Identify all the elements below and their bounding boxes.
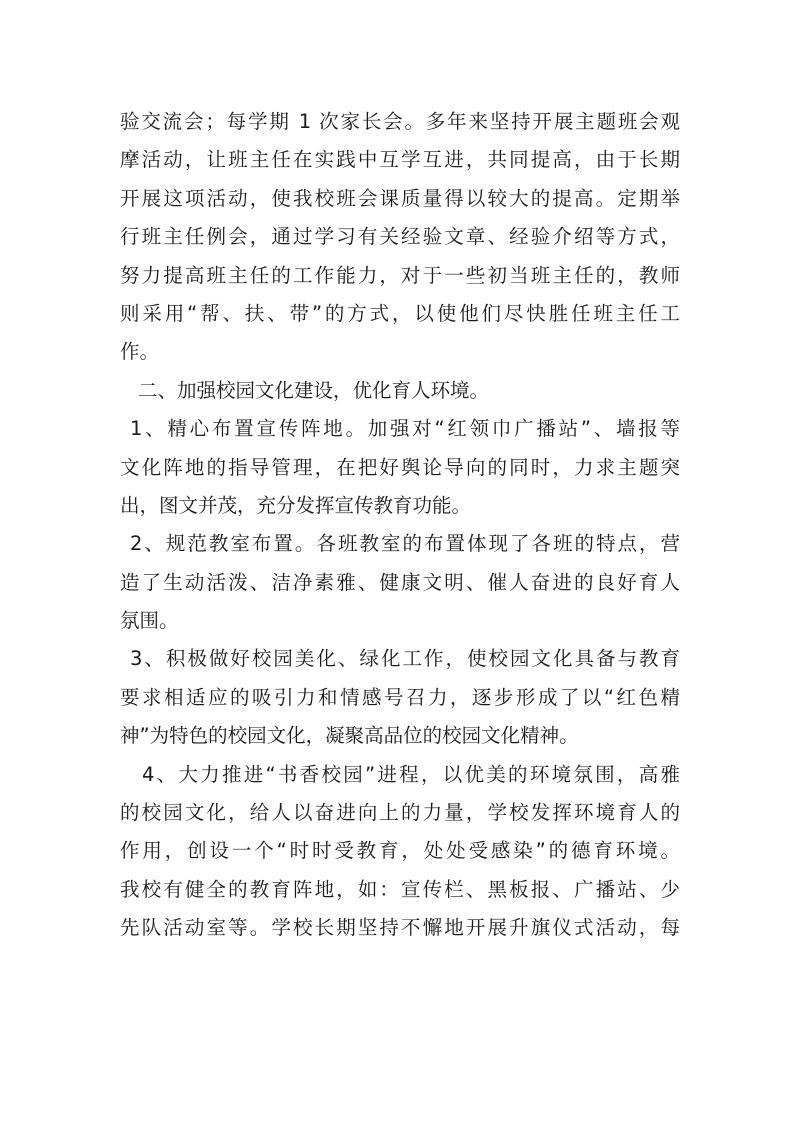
text-line: 作。 [120, 340, 160, 364]
text-line: 的校园文化，给人以奋进向上的力量，学校发挥环境育人的 [120, 801, 680, 825]
text-line: 要求相适应的吸引力和情感号召力，逐步形成了以“红色精 [120, 685, 680, 709]
text-line: 出，图文并茂，充分发挥宣传教育功能。 [120, 493, 472, 517]
text-line: 造了生动活泼、洁净素雅、健康文明、催人奋进的良好育人 [120, 570, 680, 594]
text-line: 1、精心布置宣传阵地。加强对“红领巾广播站”、墙报等 [130, 417, 680, 441]
text-line: 神”为特色的校园文化，凝聚高品位的校园文化精神。 [120, 724, 579, 748]
body-text [120, 103, 680, 948]
text-line: 我校有健全的教育阵地，如：宣传栏、黑板报、广播站、少 [120, 877, 680, 901]
text-line: 4、大力推进“书香校园”进程，以优美的环境氛围，高雅 [142, 762, 680, 786]
text-line: 行班主任例会，通过学习有关经验文章、经验介绍等方式， [120, 225, 680, 249]
section-heading: 二、加强校园文化建设，优化育人环境。 [138, 378, 490, 402]
text-line: 文化阵地的指导管理，在把好舆论导向的同时，力求主题突 [120, 455, 680, 479]
text-line: 摩活动，让班主任在实践中互学互进，共同提高，由于长期 [120, 148, 680, 172]
text-line: 则采用“帮、扶、带”的方式，以使他们尽快胜任班主任工 [120, 301, 680, 325]
text-line: 作用，创设一个“时时受教育，处处受感染”的德育环境。 [120, 839, 680, 863]
text-line: 2、规范教室布置。各班教室的布置体现了各班的特点，营 [130, 532, 680, 556]
text-line: 3、积极做好校园美化、绿化工作，使校园文化具备与教育 [130, 647, 680, 671]
text-line: 验交流会；每学期 1 次家长会。多年来坚持开展主题班会观 [120, 110, 680, 133]
text-line: 努力提高班主任的工作能力，对于一些初当班主任的，教师 [120, 263, 680, 287]
text-line: 开展这项活动，使我校班会课质量得以较大的提高。定期举 [120, 186, 680, 210]
text-line: 先队活动室等。学校长期坚持不懈地开展升旗仪式活动，每 [120, 916, 680, 940]
text-line: 氛围。 [120, 609, 179, 633]
